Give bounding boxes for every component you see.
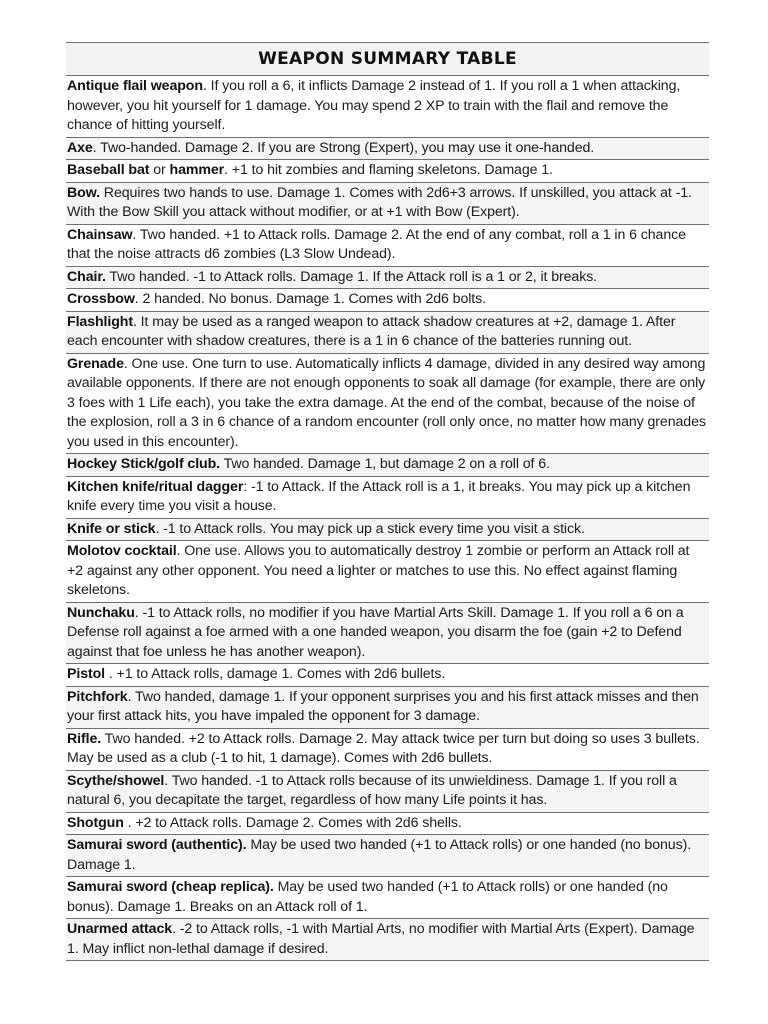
table-row — [66, 541, 709, 603]
weapon-description: May be used two handed (+1 to Attack rolls) or one handed (no bonus). Damage 1. — [67, 837, 692, 873]
weapon-description: . If you roll a 6, it inflicts Damage 2 instead of 1. If you roll a 1 when attacking, however, you hit yourself for 1 damage. You may spend 2 XP to train with the flail and remove the chance of hitting yourself. — [67, 78, 681, 133]
table-row — [66, 289, 709, 312]
table-row — [66, 138, 709, 161]
weapon-description: . One use. One turn to use. Automatically inflicts 4 damage, divided in any desired way among available opponents. If there are not enough opponents to soak all damage (for example, there are only 3 foes with 1 Life each), you take the extra damage. At the end of the combat, because of the noise of the explosion, roll a 3 in 6 chance of a random encounter (roll only once, no matter how many grenades you used in this encounter). — [67, 355, 706, 450]
weapon-name: Samurai sword (cheap replica). — [67, 879, 274, 895]
weapon-description: . -1 to Attack rolls, no modifier if you have Martial Arts Skill. Damage 1. If you roll a 6 on a Defense roll against a foe armed with a one handed weapon, you disarm the foe (gain +2 to Defend against that foe unless he has another weapon). — [67, 604, 684, 660]
table-row — [66, 225, 709, 267]
table-row — [66, 354, 709, 455]
weapon-name: Nunchaku — [67, 604, 135, 621]
weapon-description: . +2 to Attack rolls. Damage 2. Comes with 2d6 shells. — [123, 814, 462, 831]
weapon-description: Requires two hands to use. Damage 1. Comes with 2d6+3 arrows. If unskilled, you attack at -1. With the Bow Skill you attack without modifier, or at +1 with Bow (Expert). — [67, 184, 692, 220]
weapon-description: . 2 handed. No bonus. Damage 1. Comes with 2d6 bolts. — [134, 291, 486, 307]
weapon-description: . -1 to Attack rolls. You may pick up a stick every time you visit a stick. — [155, 520, 585, 537]
weapon-description: Two handed. +2 to Attack rolls. Damage 2. May attack twice per turn but doing so uses 3 bullets. May be used as a club (-1 to hit, 1 damage). Comes with 2d6 bullets. — [67, 730, 700, 766]
table-row — [66, 312, 709, 354]
weapon-name: Shotgun — [67, 814, 124, 831]
weapon-name: Chainsaw — [67, 226, 133, 243]
weapon-name: Antique flail weapon — [67, 78, 203, 94]
table-row — [66, 603, 709, 665]
table-row — [66, 687, 709, 729]
weapon-name: Scythe/showel — [67, 772, 165, 789]
weapon-name: Unarmed attack — [67, 921, 173, 937]
weapon-name: Flashlight — [67, 313, 133, 330]
weapon-name: Crossbow — [67, 291, 135, 307]
weapon-name: Kitchen knife/ritual dagger — [67, 478, 244, 495]
weapon-description: . Two handed. -1 to Attack rolls because of its unwieldiness. Damage 1. If you roll a natural 6, you decapitate the target, regardless of how many Life points it has. — [67, 772, 677, 808]
weapon-description: Two handed. Damage 1, but damage 2 on a roll of 6. — [220, 456, 550, 472]
weapon-description: . Two handed, damage 1. If your opponent surprises you and his first attack misses and then your first attack hits, you have impaled the opponent for 3 damage. — [67, 688, 699, 724]
table-row — [66, 160, 709, 183]
weapon-description: . Two-handed. Damage 2. If you are Strong (Expert), you may use it one-handed. — [92, 139, 595, 156]
table-title: WEAPON SUMMARY TABLE — [66, 43, 709, 76]
weapon-name: Molotov cocktail — [67, 543, 177, 559]
table-row — [66, 664, 709, 687]
weapon-name: hammer — [169, 162, 225, 178]
weapon-name: Baseball bat — [67, 162, 150, 178]
weapon-name: Chair. — [67, 268, 106, 285]
table-row — [66, 771, 709, 813]
weapon-name: Axe — [67, 139, 93, 156]
weapon-description: : -1 to Attack. If the Attack roll is a 1, it breaks. You may pick up a kitchen knife every time you visit a house. — [67, 478, 691, 514]
weapon-description: Two handed. -1 to Attack rolls. Damage 1. If the Attack roll is a 1 or 2, it breaks. — [105, 268, 598, 285]
table-row — [66, 729, 709, 771]
weapon-name: Hockey Stick/golf club. — [67, 456, 221, 472]
weapon-description: or — [149, 162, 170, 178]
weapon-description: . One use. Allows you to automatically destroy 1 zombie or perform an Attack roll at +2 against any other opponent. You need a lighter or matches to use this. No effect against flaming skeletons. — [67, 543, 690, 598]
weapon-name: Pitchfork — [67, 688, 128, 705]
table-row — [66, 267, 709, 290]
weapon-name: Rifle. — [67, 730, 102, 747]
table-row — [66, 813, 709, 836]
table-body — [66, 76, 709, 961]
weapon-summary-table — [66, 42, 709, 961]
weapon-name: Pistol — [67, 666, 106, 682]
weapon-name: Grenade — [67, 355, 124, 372]
table-row — [66, 454, 709, 477]
table-row — [66, 183, 709, 225]
weapon-description: . -2 to Attack rolls, -1 with Martial Arts, no modifier with Martial Arts (Expert). Damage 1. May inflict non-lethal damage if desired. — [67, 921, 695, 957]
weapon-description: . It may be used as a ranged weapon to attack shadow creatures at +2, damage 1. After each encounter with shadow creatures, there is a 1 in 6 chance of the batteries running out. — [67, 313, 676, 349]
table-row — [66, 877, 709, 919]
weapon-name: Knife or stick — [67, 520, 156, 537]
weapon-description: . +1 to hit zombies and flaming skeletons. Damage 1. — [224, 162, 553, 178]
weapon-name: Bow. — [67, 184, 100, 201]
table-row — [66, 519, 709, 542]
weapon-description: . +1 to Attack rolls, damage 1. Comes with 2d6 bullets. — [105, 666, 446, 682]
table-row — [66, 835, 709, 877]
table-row — [66, 477, 709, 519]
table-row — [66, 919, 709, 961]
weapon-description: . Two handed. +1 to Attack rolls. Damage 2. At the end of any combat, roll a 1 in 6 chance that the noise attracts d6 zombies (L3 Slow Undead). — [67, 226, 686, 262]
weapon-name: Samurai sword (authentic). — [67, 837, 247, 853]
table-row — [66, 76, 709, 138]
weapon-description: May be used two handed (+1 to Attack rolls) or one handed (no bonus). Damage 1. Breaks on an Attack roll of 1. — [67, 879, 668, 915]
